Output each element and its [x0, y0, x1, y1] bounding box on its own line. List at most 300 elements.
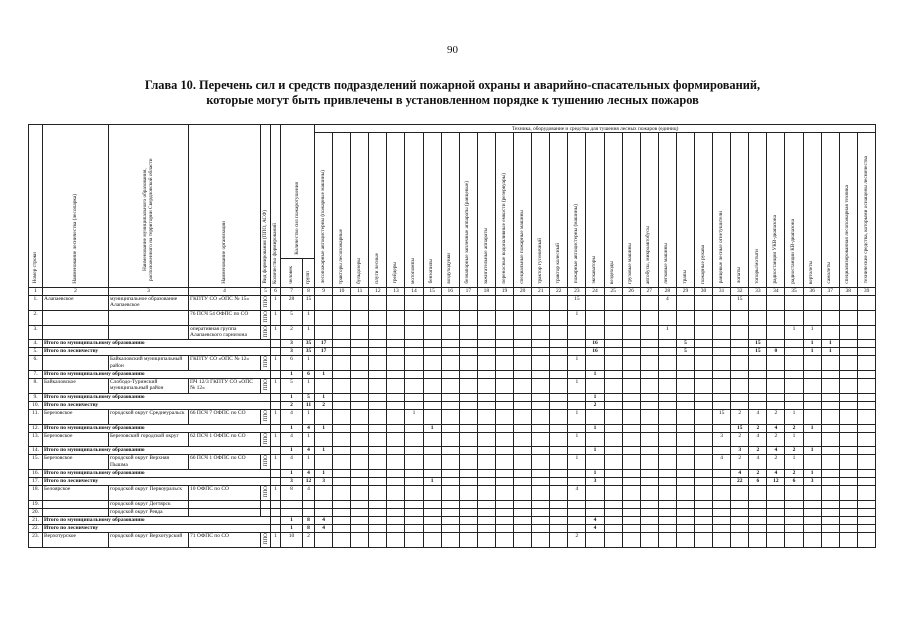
tech-col-15: [423, 501, 441, 509]
groups-count: 4: [303, 424, 315, 432]
formations-count: [271, 509, 281, 517]
tech-col-38: [857, 478, 875, 486]
tech-col-27: [640, 356, 658, 371]
tech-col-12: [387, 424, 405, 432]
tech-col-25: [604, 296, 622, 311]
tech-col-26: [640, 348, 658, 356]
tech-col-31: [731, 525, 749, 533]
tech-col-12: [387, 393, 405, 401]
formations-count: 1: [271, 533, 281, 548]
tech-col-17: [477, 348, 495, 356]
people-count: 8: [281, 486, 303, 501]
tech-col-19: [514, 401, 532, 409]
tech-col-18: [477, 501, 495, 509]
header-col-36: [803, 133, 821, 288]
header-col-16-text: воздуходувки: [446, 253, 453, 284]
header-col-17-text: безнапорные заплечные аппараты (ранцевые): [464, 181, 471, 284]
header-col-3: [109, 125, 189, 288]
tech-col-21: [532, 501, 550, 509]
tech-col-15: [423, 533, 441, 548]
tech-col-30: [694, 296, 712, 311]
tech-col-15: [423, 310, 441, 325]
tech-col-30: [694, 409, 712, 424]
column-number: 2: [43, 288, 109, 296]
tech-col-36: [821, 371, 839, 379]
tech-col-27: [658, 478, 676, 486]
tech-col-15: [441, 424, 459, 432]
tech-col-34: [785, 401, 803, 409]
header-col-29-text: трапы: [681, 270, 688, 284]
tech-col-32: [731, 310, 749, 325]
row-number: 22.: [29, 525, 43, 533]
tech-col-22: [568, 371, 586, 379]
tech-col-25: [622, 447, 640, 455]
tech-col-37: [821, 486, 839, 501]
tech-col-26: [640, 525, 658, 533]
column-number: 12: [369, 288, 387, 296]
tech-col-9: [333, 517, 351, 525]
tech-col-23: [568, 325, 586, 340]
tech-col-28: [676, 470, 694, 478]
formations-count: 1: [271, 325, 281, 340]
column-number: 20: [514, 288, 532, 296]
tech-col-20: [514, 455, 532, 470]
people-count: [281, 501, 303, 509]
formations-count: [271, 348, 281, 356]
tech-col-27: [640, 455, 658, 470]
tech-col-28: [658, 356, 676, 371]
tech-col-27: [640, 501, 658, 509]
tech-col-11: [369, 348, 387, 356]
tech-col-28: 5: [676, 340, 694, 348]
tech-col-12: [369, 409, 387, 424]
tech-col-16: [441, 509, 459, 517]
tech-col-38: [857, 401, 875, 409]
tech-col-11: [351, 533, 369, 548]
tech-col-12: [387, 401, 405, 409]
groups-count: 4: [303, 447, 315, 455]
tech-col-24: [586, 296, 604, 311]
tech-col-18: [477, 325, 495, 340]
tech-col-9: [333, 401, 351, 409]
tech-col-12: [387, 525, 405, 533]
table-row: [29, 533, 876, 548]
groups-count: [303, 509, 315, 517]
tech-col-28: [658, 509, 676, 517]
formation-kind-text: ППО: [262, 533, 269, 545]
tech-col-8: 3: [315, 478, 333, 486]
formation-kind: [261, 533, 271, 548]
tech-col-31: [713, 509, 731, 517]
column-number: 33: [749, 288, 767, 296]
tech-col-24: [604, 525, 622, 533]
tech-col-34: [785, 340, 803, 348]
tech-col-24: [586, 509, 604, 517]
tech-col-15: [423, 455, 441, 470]
tech-col-19: [495, 356, 513, 371]
row-number: 1.: [29, 296, 43, 311]
tech-col-10: [333, 533, 351, 548]
header-col-5: [261, 125, 271, 288]
tech-col-26: [622, 379, 640, 394]
tech-col-32: 6: [749, 478, 767, 486]
tech-col-38: [839, 379, 857, 394]
tech-col-31: 4: [731, 470, 749, 478]
tech-col-16: [459, 393, 477, 401]
tech-col-21: [550, 517, 568, 525]
tech-col-32: [731, 325, 749, 340]
tech-col-14: [405, 432, 423, 447]
tech-col-32: 15: [749, 348, 767, 356]
tech-col-37: [821, 432, 839, 447]
header-col-37: [821, 133, 839, 288]
tech-col-38: [839, 509, 857, 517]
tech-col-12: [387, 371, 405, 379]
tech-col-25: [622, 525, 640, 533]
tech-col-18: [477, 310, 495, 325]
tech-col-23: 1: [568, 409, 586, 424]
header-col-27-text: автобусы, микроавтобусы: [645, 225, 652, 284]
tech-col-14: [423, 348, 441, 356]
tech-col-16: [459, 517, 477, 525]
tech-col-35: [803, 517, 821, 525]
formation-kind-text: ППО: [262, 325, 269, 338]
organization-name: 71 ОФПС по СО: [189, 533, 261, 548]
tech-col-15: [441, 517, 459, 525]
tech-col-22: [568, 470, 586, 478]
tech-col-29: [676, 533, 694, 548]
tech-col-17: [459, 455, 477, 470]
tech-col-38: [839, 501, 857, 509]
tech-col-20: [514, 501, 532, 509]
tech-col-22: [568, 517, 586, 525]
tech-col-8: 1: [315, 371, 333, 379]
tech-col-18: [477, 356, 495, 371]
column-number: 10: [333, 288, 351, 296]
formations-count: [271, 371, 281, 379]
header-row-group: [29, 125, 876, 133]
tech-col-24: [586, 379, 604, 394]
tech-col-30: [694, 501, 712, 509]
tech-col-21: [550, 348, 568, 356]
formation-kind-text: ППО: [262, 379, 269, 391]
tech-col-15: [423, 409, 441, 424]
municipality-name: городской округ Дегтярск: [109, 501, 189, 509]
groups-count: 11: [303, 401, 315, 409]
tech-col-24: [604, 393, 622, 401]
tech-col-34: [785, 393, 803, 401]
tech-col-15: [423, 509, 441, 517]
tech-col-18: [495, 340, 513, 348]
row-number: 12.: [29, 424, 43, 432]
tech-col-18: [495, 424, 513, 432]
tech-col-13: [387, 501, 405, 509]
tech-col-17: [459, 501, 477, 509]
tech-col-37: [821, 509, 839, 517]
title-line-2: которые могут быть привлечены в установленном порядке к тушению лесных пожаров: [206, 93, 699, 107]
tech-col-23: 1: [586, 371, 604, 379]
tech-col-14: [423, 340, 441, 348]
column-number: 26: [622, 288, 640, 296]
header-col-38: [839, 133, 857, 288]
tech-col-12: [369, 325, 387, 340]
row-number: 13.: [29, 432, 43, 447]
tech-col-36: [821, 525, 839, 533]
tech-col-26: [622, 432, 640, 447]
tech-col-11: [351, 379, 369, 394]
tech-col-30: [713, 525, 731, 533]
tech-col-12: [387, 447, 405, 455]
tech-col-24: [604, 371, 622, 379]
tech-col-29: [676, 509, 694, 517]
tech-col-13: [387, 296, 405, 311]
header-col-15: [423, 133, 441, 288]
tech-col-24: [586, 409, 604, 424]
tech-col-8: 4: [315, 525, 333, 533]
tech-col-22: [568, 340, 586, 348]
tech-col-34: 2: [767, 409, 785, 424]
tech-col-12: [369, 509, 387, 517]
tech-col-34: [767, 310, 785, 325]
header-col-23-text: пожарные автоцистерны (машины): [572, 204, 579, 284]
tech-col-26: [622, 455, 640, 470]
tech-col-28: 1: [658, 325, 676, 340]
column-number: 13: [387, 288, 405, 296]
organization-name: оперативная группа Алапаевского гарнизона: [189, 325, 261, 340]
total-label: Итого по муниципальному образованию: [43, 340, 271, 348]
table-row: [29, 509, 876, 517]
tech-col-30: [694, 432, 712, 447]
header-col-12: [369, 133, 387, 288]
tech-col-31: [713, 533, 731, 548]
tech-col-20: [532, 470, 550, 478]
tech-col-26: [640, 401, 658, 409]
tech-col-31: [713, 325, 731, 340]
tech-col-25: [622, 478, 640, 486]
groups-count: 1: [303, 432, 315, 447]
tech-col-36: [821, 447, 839, 455]
tech-col-10: [333, 501, 351, 509]
tech-col-17: [459, 409, 477, 424]
tech-col-22: [550, 455, 568, 470]
tech-col-24: [586, 432, 604, 447]
tech-col-11: [369, 447, 387, 455]
total-label: Итого по лесничеству: [43, 478, 271, 486]
tech-col-26: [622, 509, 640, 517]
tech-col-36: [803, 296, 821, 311]
column-number: 31: [713, 288, 731, 296]
header-col-5-text: Вид формирования (ППО, АСФ): [261, 210, 268, 284]
tech-col-12: [387, 478, 405, 486]
tech-col-11: [369, 393, 387, 401]
tech-col-36: 1: [821, 340, 839, 348]
tech-col-15: [423, 296, 441, 311]
tech-col-20: [514, 533, 532, 548]
tech-col-9: [333, 348, 351, 356]
tech-col-37: [839, 447, 857, 455]
tech-col-35: 1: [785, 325, 803, 340]
tech-col-27: [658, 348, 676, 356]
tech-col-35: [785, 533, 803, 548]
tech-col-31: 4: [713, 455, 731, 470]
forest-name: Байкаловское: [43, 379, 109, 394]
tech-col-22: [550, 325, 568, 340]
tech-col-24: [604, 447, 622, 455]
tech-col-10: [333, 486, 351, 501]
tech-col-13: [387, 310, 405, 325]
header-col-22-text: трактор колесный: [554, 243, 561, 284]
tech-col-19: [495, 310, 513, 325]
tech-col-32: [731, 509, 749, 517]
tech-col-9: [315, 379, 333, 394]
tech-col-22: [550, 486, 568, 501]
header-col-19: [495, 133, 513, 288]
tech-col-38: [857, 447, 875, 455]
tech-col-39: [857, 310, 875, 325]
groups-count: 1: [303, 409, 315, 424]
tech-col-32: [731, 356, 749, 371]
header-tech-group: Техника, оборудование и средства для тушения лесных пожаров (единиц): [315, 125, 876, 133]
tech-col-13: [405, 517, 423, 525]
header-col-10-text: тракторы лесопожарные: [337, 228, 344, 284]
header-col-12-text: плуги лесные: [373, 253, 380, 284]
tech-col-29: [694, 371, 712, 379]
tech-col-21: [532, 533, 550, 548]
tech-col-26: [622, 486, 640, 501]
header-col-27: [640, 133, 658, 288]
tech-col-18: [495, 393, 513, 401]
tech-col-12: [387, 470, 405, 478]
tech-col-35: 1: [803, 340, 821, 348]
tech-col-13: [387, 533, 405, 548]
tech-col-13: [387, 432, 405, 447]
column-number: 11: [351, 288, 369, 296]
tech-col-37: [839, 348, 857, 356]
header-col-30: [694, 133, 712, 288]
header-col-20-text: специальные пожарные машины: [518, 209, 525, 284]
tech-col-27: [640, 296, 658, 311]
tech-col-15: [441, 470, 459, 478]
tech-col-22: [550, 296, 568, 311]
tech-col-27: [658, 525, 676, 533]
header-col-21-text: трактор гусеничный: [536, 237, 543, 284]
header-col-14-text: мотопомпы: [410, 257, 417, 284]
header-col-14: [405, 133, 423, 288]
row-number: 23.: [29, 533, 43, 548]
tech-col-8: 17: [315, 348, 333, 356]
tech-col-22: [550, 533, 568, 548]
tech-col-33: [749, 356, 767, 371]
formations-count: [271, 424, 281, 432]
forest-name: Алапаевское: [43, 296, 109, 311]
groups-count: 35: [303, 340, 315, 348]
tech-col-18: [477, 379, 495, 394]
tech-col-25: [604, 533, 622, 548]
tech-col-24: [604, 517, 622, 525]
tech-col-28: [658, 409, 676, 424]
page-title: [60, 78, 845, 108]
formation-kind: [261, 296, 271, 311]
tech-col-13: [387, 509, 405, 517]
tech-col-29: [694, 525, 712, 533]
tech-col-36: [821, 470, 839, 478]
total-row: [29, 401, 876, 409]
tech-col-22: [568, 401, 586, 409]
tech-col-18: [495, 478, 513, 486]
tech-col-29: [676, 409, 694, 424]
formation-kind-text: ППО: [262, 432, 269, 445]
tech-col-26: [622, 409, 640, 424]
tech-col-37: [839, 470, 857, 478]
header-col-18-text: зажигательные аппараты: [482, 227, 489, 284]
tech-col-31: [713, 486, 731, 501]
tech-col-14: [423, 393, 441, 401]
formations-count: 1: [271, 432, 281, 447]
tech-col-10: [333, 379, 351, 394]
tech-col-23: 3: [586, 478, 604, 486]
column-number: 8: [303, 288, 315, 296]
people-count: 6: [281, 356, 303, 371]
tech-col-33: 0: [767, 348, 785, 356]
tech-col-36: [821, 401, 839, 409]
header-col-13-text: грейдеры: [392, 262, 399, 284]
tech-col-35: [803, 371, 821, 379]
tech-col-28: 4: [658, 296, 676, 311]
tech-col-16: [441, 455, 459, 470]
tech-col-26: [640, 447, 658, 455]
tech-col-9: [315, 325, 333, 340]
tech-col-15: [441, 393, 459, 401]
tech-col-34: 2: [767, 432, 785, 447]
tech-col-28: 5: [676, 348, 694, 356]
tech-col-38: [839, 455, 857, 470]
tech-col-34: [785, 348, 803, 356]
people-count: [281, 509, 303, 517]
tech-col-39: [857, 533, 875, 548]
formations-count: 1: [271, 356, 281, 371]
tech-col-33: [749, 325, 767, 340]
tech-col-27: [640, 509, 658, 517]
header-col-35: [785, 133, 803, 288]
column-number: 19: [495, 288, 513, 296]
tech-col-17: [459, 379, 477, 394]
tech-col-34: [785, 517, 803, 525]
header-col-24-text: экскаваторы: [591, 256, 598, 284]
forces-table: [28, 124, 876, 548]
organization-name: [189, 509, 261, 517]
row-number: 18.: [29, 486, 43, 501]
tech-col-32: [731, 486, 749, 501]
tech-col-16: [441, 310, 459, 325]
column-number: 34: [767, 288, 785, 296]
groups-count: 8: [303, 525, 315, 533]
row-number: 20.: [29, 509, 43, 517]
tech-col-31: [731, 393, 749, 401]
header-col-8: [303, 259, 315, 288]
tech-col-23: 4: [586, 525, 604, 533]
municipality-name: Слободо-Туринский муниципальный район: [109, 379, 189, 394]
tech-col-12: [387, 517, 405, 525]
municipality-name: Байкаловский муниципальный район: [109, 356, 189, 371]
tech-col-38: [839, 432, 857, 447]
total-row: [29, 517, 876, 525]
tech-col-22: [550, 379, 568, 394]
tech-col-13: [387, 455, 405, 470]
tech-col-35: [785, 296, 803, 311]
tech-col-10: [351, 348, 369, 356]
tech-col-9: [315, 356, 333, 371]
tech-col-17: [477, 470, 495, 478]
